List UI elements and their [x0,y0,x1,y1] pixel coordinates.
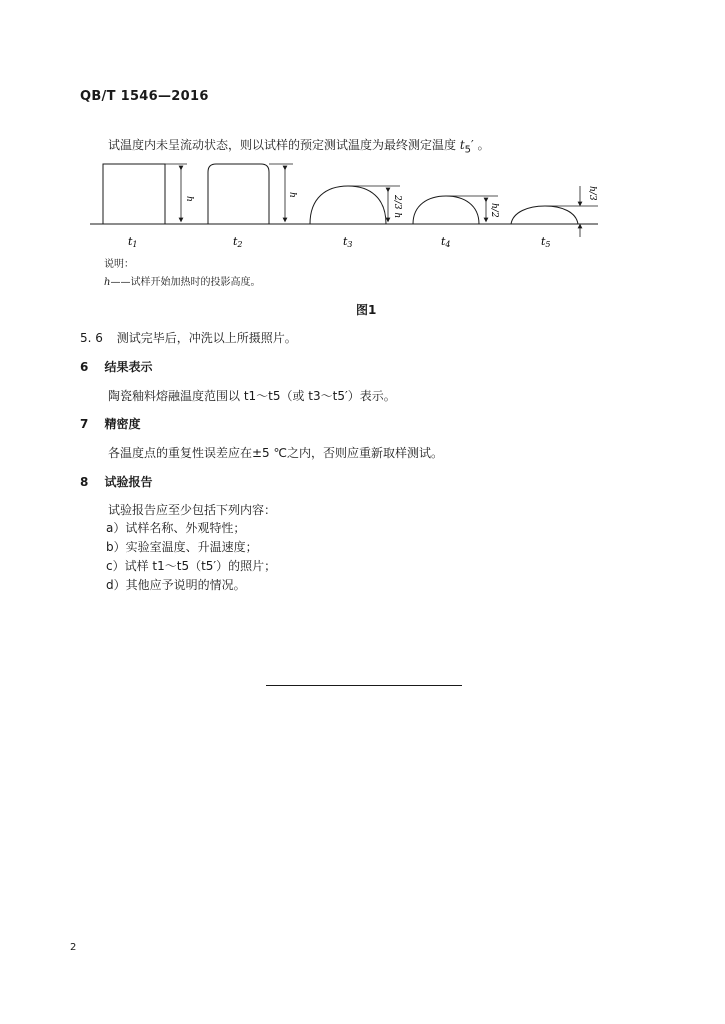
height-label-t2: h [287,192,297,198]
intro-sub: 5 [464,144,472,156]
section-5-6 [80,329,297,346]
stage-label-t1: t1 [128,235,138,249]
intro-var: t [459,138,465,152]
stage-label-t3: t3 [343,235,353,249]
report-item-b: b）实验室温度、升温速度； [106,540,258,554]
section-7-number: 7 [80,417,89,431]
section-5-6-number: 5. 6 [80,331,103,345]
end-rule [266,685,462,686]
section-6-title: 结果表示 [104,360,153,374]
sample-shape-t5 [511,206,578,224]
section-6-heading [80,358,153,375]
intro-suffix: ′ 。 [471,138,490,152]
legend-text: ——试样开始加热时的投影高度。 [110,277,261,288]
sample-shape-t4 [413,196,479,224]
height-label-t4: h/2 [489,203,499,218]
section-6-number: 6 [80,360,89,374]
sample-shape-t2 [208,164,269,224]
section-7-title: 精密度 [104,417,141,431]
section-8-title: 试验报告 [104,475,153,489]
stage-label-t2: t2 [233,235,243,249]
section-7-heading [80,415,141,432]
height-label-t5: h/3 [587,186,597,201]
stage-label-t4: t4 [441,235,451,249]
intro-text: 试温度内未呈流动状态，则以试样的预定测试温度为最终测定温度 [108,138,460,152]
report-item-a: a）试样名称、外观特性； [106,521,246,535]
report-item-d: d）其他应予说明的情况。 [106,578,246,592]
section-8-number: 8 [80,475,89,489]
section-7-body: 各温度点的重复性误差应在±5 ℃之内，否则应重新取样测试。 [108,446,443,460]
section-8-intro: 试验报告应至少包括下列内容： [108,503,277,517]
figure-caption: 图1 [356,303,377,317]
sample-shape-t1 [103,164,165,224]
height-label-t3: 2/3 h [392,195,402,219]
section-6-body: 陶瓷釉料熔融温度范围以 t1～t5（或 t3～t5′）表示。 [108,389,396,403]
legend-var: h [104,277,111,288]
section-5-6-text: 测试完毕后，冲洗以上所摄照片。 [116,331,297,345]
legend-line [104,273,260,288]
report-item-c: c）试样 t1～t5（t5′）的照片； [106,559,277,573]
page-number: 2 [70,942,77,953]
standard-number: QB/T 1546—2016 [80,89,209,104]
sample-shape-t3 [310,186,386,224]
stage-label-t5: t5 [541,235,551,249]
height-label-t1: h [184,196,194,202]
section-8-heading [80,473,153,490]
legend-title: 说明： [104,259,134,270]
